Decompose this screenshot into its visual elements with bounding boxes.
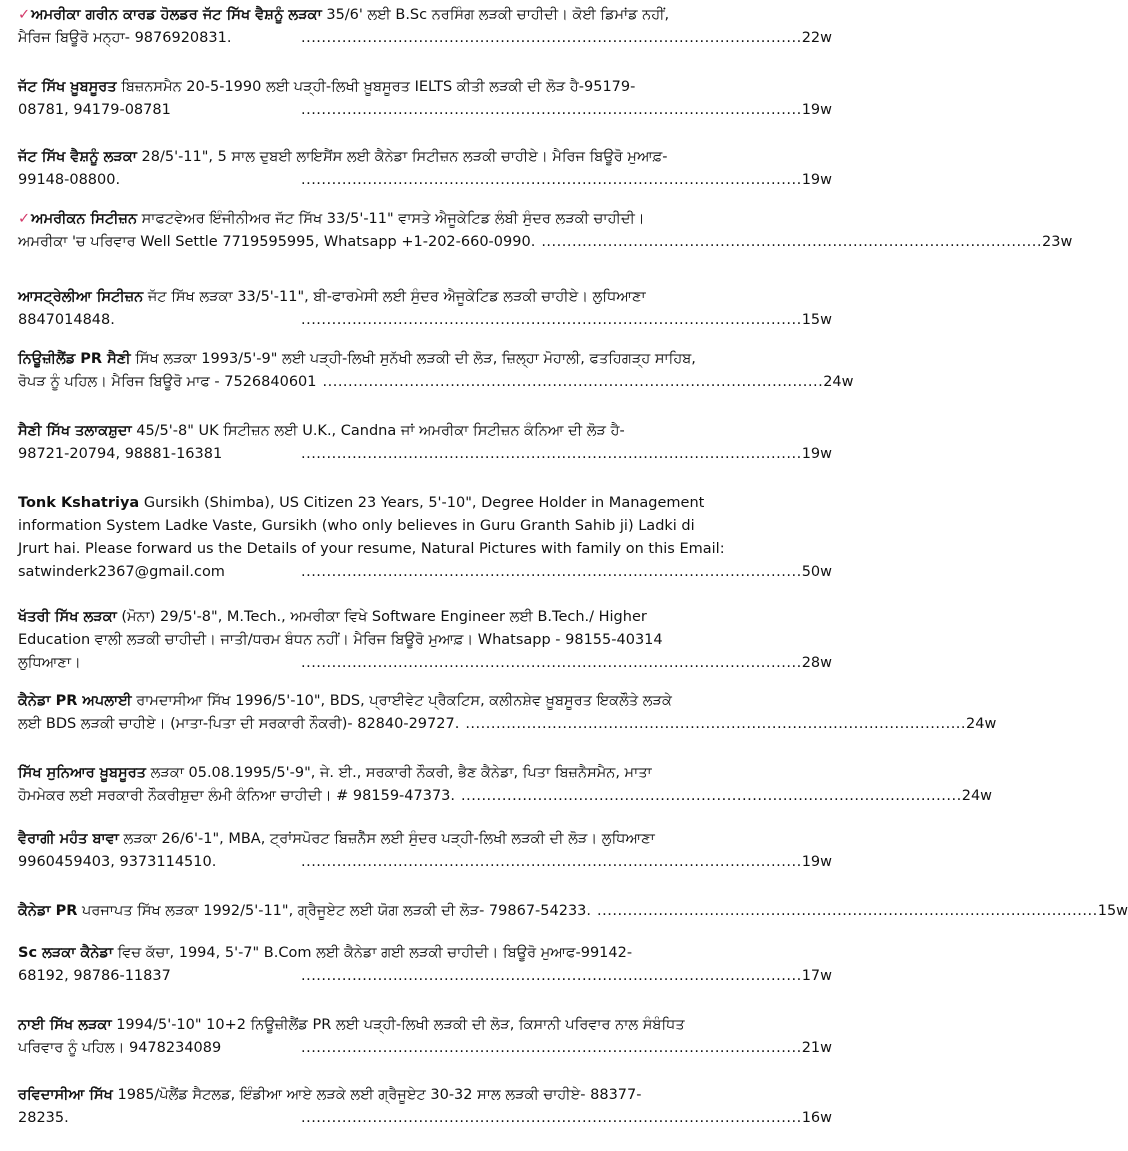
ad-code: 24w [966,716,997,732]
ad-text-line: ✓ਅਮਰੀਕਨ ਸਿਟੀਜ਼ਨ ਸਾਫਟਵੇਅਰ ਇੰਜੀਨੀਅਰ ਜੱਟ ਸਿੱਖ 33/5'-11" ਵਾਸਤੇ ਐਜੂਕੇਟਿਡ ਲੰਬੀ ਸੁੰਦਰ ਲੜਕੀ ਚਾਹੀਦੀ। [18,211,645,227]
classified-ad [18,1084,832,1130]
ad-code: 15w [1097,903,1128,919]
classified-ad [18,1014,832,1060]
leader-dots: .................................................................................................. [322,374,824,390]
leader-dots: .................................................................................................. [300,1040,802,1056]
ad-text-line: ਵੈਰਾਗੀ ਮਹੰਤ ਬਾਵਾ ਲੜਕਾ 26/6'-1", MBA, ਟ੍ਰਾਂਸਪੋਰਟ ਬਿਜ਼ਨੈੱਸ ਲਈ ਸੁੰਦਰ ਪੜ੍ਹੀ-ਲਿਖੀ ਲੜਕੀ ਦੀ ਲੋੜ। ਲੁਧਿਆਣਾ [18,831,655,847]
ad-text-line: 28235. [18,1110,69,1126]
ad-last-line [18,443,832,466]
ad-code: 28w [801,655,832,671]
ad-text-line: Tonk Kshatriya Gursikh (Shimba), US Citizen 23 Years, 5'-10", Degree Holder in Management [18,495,705,511]
leader-dots: .................................................................................................. [597,903,1098,919]
ad-text-line: 68192, 98786-11837 [18,968,171,984]
ad-heading: ਨਾਈ ਸਿੱਖ ਲੜਕਾ [18,1017,112,1033]
ad-text-line: Jrurt hai. Please forward us the Details of your resume, Natural Pictures with family on this Email: [18,541,725,557]
classified-ad [18,492,832,584]
ad-text-line: ਰਵਿਦਾਸੀਆ ਸਿੱਖ 1985/ਪੋਲੈਂਡ ਸੈਟਲਡ, ਇੰਡੀਆ ਆਏ ਲੜਕੇ ਲਈ ਗ੍ਰੈਜੂਏਟ 30-32 ਸਾਲ ਲੜਕੀ ਚਾਹੀਏ- 88377- [18,1087,642,1103]
leader-dots: .................................................................................................. [300,1110,802,1126]
classified-ad [18,942,832,988]
ad-last-line [18,900,1128,923]
ad-text-line: ਲੁਧਿਆਣਾ। [18,655,81,671]
ad-heading: ਜੱਟ ਸਿੱਖ ਖ਼ੂਬਸੂਰਤ [18,79,117,95]
ad-heading: ਜੱਟ ਸਿੱਖ ਵੈਸ਼ਨੂੰ ਲੜਕਾ [18,149,137,165]
classified-ad [18,690,997,736]
leader-dots: .................................................................................................. [461,788,962,804]
ad-text-line: ਲਈ BDS ਲੜਕੀ ਚਾਹੀਏ। (ਮਾਤਾ-ਪਿਤਾ ਦੀ ਸਰਕਾਰੀ ਨੌਕਰੀ)- 82840-29727. [18,716,460,732]
classified-ad [18,146,832,192]
ad-last-line [18,1107,832,1130]
leader-dots: .................................................................................................. [300,854,802,870]
ad-text-line: Education ਵਾਲੀ ਲੜਕੀ ਚਾਹੀਦੀ। ਜਾਤੀ/ਧਰਮ ਬੰਧਨ ਨਹੀਂ। ਮੈਰਿਜ ਬਿਊਰੋ ਮੁਆਫ਼। Whatsapp - 98155-40314 [18,632,663,648]
ad-heading: ਨਿਊਜ਼ੀਲੈਂਡ PR ਸੈਣੀ [18,351,131,367]
ad-heading: ਕੈਨੇਡਾ PR [18,903,78,919]
ad-last-line [18,309,832,332]
ad-text-line: ਖੱਤਰੀ ਸਿੱਖ ਲੜਕਾ (ਮੋਨਾ) 29/5'-8", M.Tech., ਅਮਰੀਕਾ ਵਿਖੇ Software Engineer ਲਈ B.Tech./ Higher [18,609,647,625]
ad-text-line: ਸਿੱਖ ਸੁਨਿਆਰ ਖ਼ੂਬਸੂਰਤ ਲੜਕਾ 05.08.1995/5'-9", ਜੇ. ਈ., ਸਰਕਾਰੀ ਨੌਕਰੀ, ਭੈਣ ਕੈਨੇਡਾ, ਪਿਤਾ ਬਿਜ਼ਨੈਸਮੈਨ, ਮਾਤਾ [18,765,652,781]
ad-code: 24w [823,374,854,390]
classified-ad [18,348,854,394]
ad-heading: ਅਮਰੀਕਨ ਸਿਟੀਜ਼ਨ [31,211,138,227]
ad-text-line: information System Ladke Vaste, Gursikh (who only believes in Guru Granth Sahib ji) Ladki di [18,518,695,534]
classified-ad [18,4,832,50]
ad-text-line: ਮੈਰਿਜ ਬਿਊਰੋ ਮਨ੍ਹਾ- 9876920831. [18,30,232,46]
ad-text-line: ਕੈਨੇਡਾ PR ਅਪਲਾਈ ਰਾਮਦਾਸੀਆ ਸਿੱਖ 1996/5'-10", BDS, ਪ੍ਰਾਈਵੇਟ ਪ੍ਰੈਕਟਿਸ, ਕਲੀਨਸ਼ੇਵ ਖ਼ੂਬਸੂਰਤ ਇਕਲੌਤੇ ਲੜਕੇ [18,693,672,709]
ad-code: 21w [801,1040,832,1056]
ad-last-line [18,169,832,192]
check-mark-icon: ✓ [18,7,31,23]
ad-code: 23w [1042,234,1073,250]
ad-heading: ਸੈਣੀ ਸਿੱਖ ਤਲਾਕਸ਼ੁਦਾ [18,423,132,439]
classified-ad [18,208,1073,254]
ad-code: 19w [801,854,832,870]
ad-text-line: ਪਰਿਵਾਰ ਨੂੰ ਪਹਿਲ। 9478234089 [18,1040,222,1056]
ad-text-line: 99148-08800. [18,172,121,188]
ad-text-line: 98721-20794, 98881-16381 [18,446,223,462]
classified-ad [18,286,832,332]
ad-text-line: ਹੋਮਮੇਕਰ ਲਈ ਸਰਕਾਰੀ ਨੌਕਰੀਸ਼ੁਦਾ ਲੰਮੀ ਕੰਨਿਆ ਚਾਹੀਦੀ। # 98159-47373. [18,788,456,804]
ad-text-line: 9960459403, 9373114510. [18,854,217,870]
ad-code: 50w [801,564,832,580]
classified-ad [18,762,993,808]
ad-code: 16w [801,1110,832,1126]
ad-text-line: ਨਾਈ ਸਿੱਖ ਲੜਕਾ 1994/5'-10" 10+2 ਨਿਊਜ਼ੀਲੈਂਡ PR ਲਈ ਪੜ੍ਹੀ-ਲਿਖੀ ਲੜਕੀ ਦੀ ਲੋੜ, ਕਿਸਾਨੀ ਪਰਿਵਾਰ ਨਾਲ ਸੰਬੰਧਿਤ [18,1017,685,1033]
ad-heading: Sc ਲੜਕਾ ਕੈਨੇਡਾ [18,945,113,961]
ad-text-line: 08781, 94179-08781 [18,102,171,118]
leader-dots: .................................................................................................. [300,30,802,46]
ad-code: 24w [961,788,993,804]
ad-heading: ਸਿੱਖ ਸੁਨਿਆਰ ਖ਼ੂਬਸੂਰਤ [18,765,146,781]
ad-code: 22w [801,30,832,46]
leader-dots: .................................................................................................. [300,172,802,188]
ad-last-line [18,231,1073,254]
ad-text-line: ਅਮਰੀਕਾ 'ਚ ਪਰਿਵਾਰ Well Settle 7719595995, Whatsapp +1-202-660-0990. [18,234,536,250]
ad-last-line [18,851,832,874]
ad-heading: ਰਵਿਦਾਸੀਆ ਸਿੱਖ [18,1087,113,1103]
ad-last-line [18,965,832,988]
ad-last-line [18,371,854,394]
ad-code: 19w [801,446,832,462]
ad-text-line: ਜੱਟ ਸਿੱਖ ਖ਼ੂਬਸੂਰਤ ਬਿਜ਼ਨਸਮੈਨ 20-5-1990 ਲਈ ਪੜ੍ਹੀ-ਲਿਖੀ ਖ਼ੂਬਸੂਰਤ IELTS ਕੀਤੀ ਲੜਕੀ ਦੀ ਲੋੜ ਹੈ-95179- [18,79,636,95]
ad-heading: ਖੱਤਰੀ ਸਿੱਖ ਲੜਕਾ [18,609,117,625]
leader-dots: .................................................................................................. [300,564,802,580]
ad-text-line: ਰੋਪੜ ਨੂੰ ਪਹਿਲ। ਮੈਰਿਜ ਬਿਊਰੋ ਮਾਫ - 7526840601 [18,374,317,390]
ad-last-line [18,1037,832,1060]
classified-ad [18,606,832,675]
ad-heading: ਕੈਨੇਡਾ PR ਅਪਲਾਈ [18,693,132,709]
ad-text-line: ਨਿਊਜ਼ੀਲੈਂਡ PR ਸੈਣੀ ਸਿੱਖ ਲੜਕਾ 1993/5'-9" ਲਈ ਪੜ੍ਹੀ-ਲਿਖੀ ਸੁਨੱਖੀ ਲੜਕੀ ਦੀ ਲੋੜ, ਜ਼ਿਲ੍ਹਾ ਮੋਹਾਲੀ, ਫਤਹਿਗੜ੍ਹ ਸਾਹਿਬ, [18,351,696,367]
ad-last-line [18,713,997,736]
leader-dots: .................................................................................................. [300,312,802,328]
ad-last-line [18,561,832,584]
ad-heading: ਅਮਰੀਕਾ ਗਰੀਨ ਕਾਰਡ ਹੋਲਡਰ ਜੱਟ ਸਿੱਖ ਵੈਸ਼ਨੂੰ ਲੜਕਾ [31,7,322,23]
ad-last-line [18,785,993,808]
ad-text-line: Sc ਲੜਕਾ ਕੈਨੇਡਾ ਵਿਚ ਕੱਚਾ, 1994, 5'-7" B.Com ਲਈ ਕੈਨੇਡਾ ਗਈ ਲੜਕੀ ਚਾਹੀਦੀ। ਬਿਊਰੋ ਮੁਆਫ-99142- [18,945,633,961]
ad-text-line: ਜੱਟ ਸਿੱਖ ਵੈਸ਼ਨੂੰ ਲੜਕਾ 28/5'-11", 5 ਸਾਲ ਦੁਬਈ ਲਾਇਸੈਂਸ ਲਈ ਕੈਨੇਡਾ ਸਿਟੀਜ਼ਨ ਲੜਕੀ ਚਾਹੀਏ। ਮੈਰਿਜ ਬਿਊਰੋ ਮੁਆਫ਼- [18,149,668,165]
ad-code: 15w [801,312,832,328]
ad-last-line [18,27,832,50]
ad-text-line: satwinderk2367@gmail.com [18,564,225,580]
classified-ad [18,900,1128,923]
classified-ad [18,76,832,122]
leader-dots: .................................................................................................. [300,102,802,118]
ad-heading: ਵੈਰਾਗੀ ਮਹੰਤ ਬਾਵਾ [18,831,119,847]
leader-dots: .................................................................................................. [465,716,967,732]
ad-text-line: ✓ਅਮਰੀਕਾ ਗਰੀਨ ਕਾਰਡ ਹੋਲਡਰ ਜੱਟ ਸਿੱਖ ਵੈਸ਼ਨੂੰ ਲੜਕਾ 35/6' ਲਈ B.Sc ਨਰਸਿੰਗ ਲੜਕੀ ਚਾਹੀਦੀ। ਕੋਈ ਡਿਮਾਂਡ ਨਹੀਂ, [18,7,670,23]
ad-text-line: 8847014848. [18,312,115,328]
classified-ad [18,420,832,466]
classified-ad [18,828,832,874]
ad-heading: ਆਸਟ੍ਰੇਲੀਆ ਸਿਟੀਜ਼ਨ [18,289,144,305]
ad-code: 19w [801,102,832,118]
ad-text-line: ਆਸਟ੍ਰੇਲੀਆ ਸਿਟੀਜ਼ਨ ਜੱਟ ਸਿੱਖ ਲੜਕਾ 33/5'-11", ਬੀ-ਫਾਰਮੇਸੀ ਲਈ ਸੁੰਦਰ ਐਜੂਕੇਟਿਡ ਲੜਕੀ ਚਾਹੀਏ। ਲੁਧਿਆਣਾ [18,289,646,305]
ad-heading: Tonk Kshatriya [18,495,140,511]
ad-code: 17w [801,968,832,984]
ad-last-line [18,99,832,122]
ad-text-line: ਕੈਨੇਡਾ PR ਪਰਜਾਪਤ ਸਿੱਖ ਲੜਕਾ 1992/5'-11", ਗ੍ਰੈਜੂਏਟ ਲਈ ਯੋਗ ਲੜਕੀ ਦੀ ਲੋੜ- 79867-54233. [18,903,592,919]
leader-dots: .................................................................................................. [300,968,802,984]
ad-last-line [18,652,832,675]
check-mark-icon: ✓ [18,211,31,227]
ad-text-line: ਸੈਣੀ ਸਿੱਖ ਤਲਾਕਸ਼ੁਦਾ 45/5'-8" UK ਸਿਟੀਜ਼ਨ ਲਈ U.K., Candna ਜਾਂ ਅਮਰੀਕਾ ਸਿਟੀਜ਼ਨ ਕੰਨਿਆ ਦੀ ਲੋੜ ਹੈ- [18,423,625,439]
leader-dots: .................................................................................................. [541,234,1043,250]
leader-dots: .................................................................................................. [300,446,802,462]
leader-dots: .................................................................................................. [300,655,802,671]
ad-code: 19w [801,172,832,188]
